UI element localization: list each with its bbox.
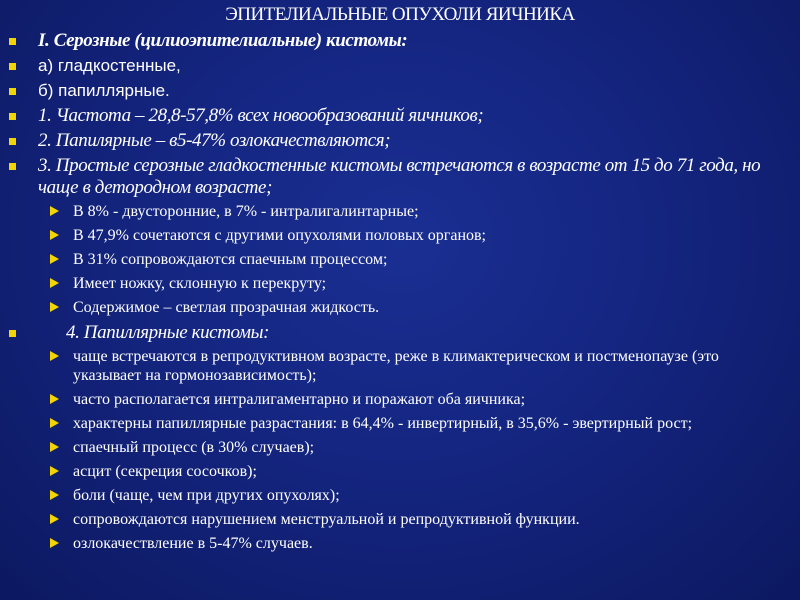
sub-list-item-text: асцит (секреция сосочков);	[73, 463, 257, 480]
list-item-text: б) папиллярные.	[38, 81, 170, 100]
list-item-text: I. Серозные (цилиоэпителиальные) кистомы:	[38, 30, 408, 51]
sub-list-item	[0, 414, 800, 433]
list-item-text: 1. Частота – 28,8-57,8% всех новообразований яичников;	[38, 105, 484, 126]
triangle-bullet-icon	[50, 490, 59, 500]
list-item-text: 4. Папиллярные кистомы:	[66, 322, 270, 343]
triangle-bullet-icon	[50, 394, 59, 404]
sub-list-item-text: спаечный процесс (в 30% случаев);	[73, 439, 315, 456]
sub-list-item	[0, 250, 800, 269]
sub-list-item	[0, 462, 800, 481]
bullet-list	[0, 30, 800, 558]
list-item-text: а) гладкостенные,	[38, 56, 181, 75]
sub-list-item	[0, 274, 800, 293]
square-bullet-icon	[9, 38, 16, 45]
list-item-text: 2. Папилярные – в5-47% озлокачествляются;	[38, 130, 391, 151]
list-item	[0, 130, 800, 152]
triangle-bullet-icon	[50, 206, 59, 216]
sub-list-item-text: В 31% сопровождаются спаечным процессом;	[73, 251, 388, 268]
triangle-bullet-icon	[50, 466, 59, 476]
square-bullet-icon	[9, 330, 16, 337]
triangle-bullet-icon	[50, 254, 59, 264]
list-item	[0, 80, 800, 102]
sub-list-item	[0, 438, 800, 457]
sub-list-item-text: чаще встречаются в репродуктивном возрасте, реже в климактерическом и постменопаузе (это указывает на гормонозависимость);	[73, 348, 719, 384]
triangle-bullet-icon	[50, 538, 59, 548]
triangle-bullet-icon	[50, 442, 59, 452]
sub-list-item	[0, 202, 800, 221]
square-bullet-icon	[9, 138, 16, 145]
sub-list-item	[0, 226, 800, 245]
sub-list-item	[0, 390, 800, 409]
sub-list-item-text: Содержимое – светлая прозрачная жидкость.	[73, 299, 380, 316]
square-bullet-icon	[9, 113, 16, 120]
list-item	[0, 155, 800, 199]
triangle-bullet-icon	[50, 351, 59, 361]
sub-list-item-text: озлокачествление в 5-47% случаев.	[73, 535, 313, 552]
sub-list-item	[0, 347, 800, 385]
sub-list-item-text: боли (чаще, чем при других опухолях);	[73, 487, 340, 504]
list-item	[0, 322, 800, 344]
sub-list-item-text: В 47,9% сочетаются с другими опухолями половых органов;	[73, 227, 486, 244]
triangle-bullet-icon	[50, 230, 59, 240]
triangle-bullet-icon	[50, 278, 59, 288]
sub-list-item	[0, 298, 800, 317]
sub-list-item-text: сопровождаются нарушением менструальной и репродуктивной функции.	[73, 511, 580, 528]
sub-list-item-text: В 8% - двусторонние, в 7% - интралигалинтарные;	[73, 203, 419, 220]
sub-list-item-text: часто располагается интралигаментарно и поражают оба яичника;	[73, 391, 526, 408]
list-item	[0, 55, 800, 77]
square-bullet-icon	[9, 63, 16, 70]
sub-list-item	[0, 510, 800, 529]
list-item	[0, 30, 800, 52]
list-item-text: 3. Простые серозные гладкостенные кистомы встречаются в возрасте от 15 до 71 года, но чаще в детородном возрасте;	[38, 155, 761, 198]
list-item	[0, 105, 800, 127]
sub-list-item	[0, 534, 800, 553]
triangle-bullet-icon	[50, 302, 59, 312]
sub-list-item-text: характерны папиллярные разрастания: в 64,4% - инвертирный, в 35,6% - эвертирный рост;	[73, 415, 693, 432]
sub-list-item-text: Имеет ножку, склонную к перекруту;	[73, 275, 327, 292]
square-bullet-icon	[9, 88, 16, 95]
triangle-bullet-icon	[50, 418, 59, 428]
triangle-bullet-icon	[50, 514, 59, 524]
slide-title: ЭПИТЕЛИАЛЬНЫЕ ОПУХОЛИ ЯИЧНИКА	[225, 4, 575, 25]
sub-list-item	[0, 486, 800, 505]
square-bullet-icon	[9, 163, 16, 170]
